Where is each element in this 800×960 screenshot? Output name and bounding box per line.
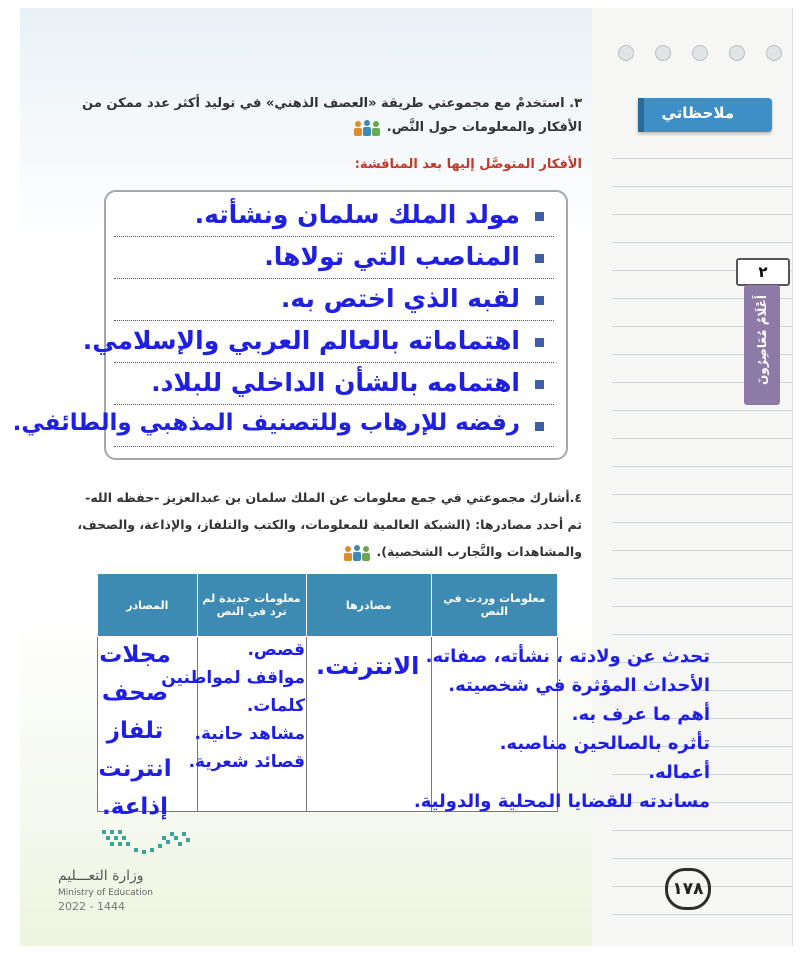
unit-number: ٢ — [736, 258, 790, 286]
question-3-line1: ٣. استخدمْ مع مجموعتي طريقة «العصف الذهني» في توليد أكثر عدد ممكن من — [82, 96, 582, 111]
page-number: ١٧٨ — [665, 868, 711, 910]
question-3 — [62, 92, 582, 140]
handwritten-line: تحدث عن ولادته ، نشأته، صفاته. — [425, 646, 710, 667]
ministry-name-en: Ministry of Education — [58, 888, 153, 898]
handwritten-col2: الانترنت. — [316, 652, 420, 680]
table-header: معلومات وردت في النص — [431, 574, 557, 637]
idea-text: مولد الملك سلمان ونشأته. — [194, 200, 520, 229]
bullet-icon — [535, 296, 544, 305]
idea-text: لقبه الذي اختص به. — [280, 284, 520, 313]
binder-hole — [692, 45, 708, 61]
bullet-icon — [535, 380, 544, 389]
binder-hole — [618, 45, 634, 61]
handwritten-line: إذاعة. — [102, 794, 168, 820]
binder-hole — [766, 45, 782, 61]
list-item — [114, 282, 554, 321]
bullet-icon — [535, 212, 544, 221]
unit-title: أَعْلَامٌ مُعَاصِرُونَ — [755, 295, 769, 385]
handwritten-col4 — [96, 636, 174, 826]
binder-hole — [729, 45, 745, 61]
bullet-icon — [535, 338, 544, 347]
bullet-icon — [535, 254, 544, 263]
idea-text: رفضه للإرهاب وللتصنيف المذهبي والطائفي. — [12, 410, 520, 436]
list-item — [82, 324, 554, 363]
ministry-logo-icon — [98, 828, 194, 862]
bullet-icon — [535, 422, 544, 431]
list-item — [114, 366, 554, 405]
handwritten-col3 — [161, 636, 305, 776]
idea-text: المناصب التي تولاها. — [264, 242, 520, 271]
handwritten-line: انترنت — [98, 756, 172, 782]
question-4-line1: ٤.أشارك مجموعتي في جمع معلومات عن الملك سلمان بن عبدالعزيز -حفظه الله- — [85, 490, 582, 505]
question-4-line2: ثم أحدد مصادرها: (الشبكة العالمية للمعلومات، والكتب والتلفاز، والإذاعة، والصحف، — [77, 517, 582, 532]
list-item — [114, 198, 554, 237]
table-header: معلومات جديدة لم ترد في النص — [197, 574, 306, 637]
handwritten-line: تأثره بالصالحين مناصبه. — [499, 733, 710, 754]
handwritten-line: مجلات — [99, 642, 171, 668]
handwritten-line: أهم ما عرف به. — [571, 704, 710, 725]
notes-tab — [638, 98, 772, 132]
group-work-icon — [352, 119, 382, 137]
handwritten-line: كلمات. — [246, 696, 305, 716]
list-item — [114, 240, 554, 279]
list-item — [12, 408, 554, 447]
handwritten-line: قصص. — [247, 640, 305, 660]
ministry-name-ar: وزارة التعـــليم — [58, 868, 144, 884]
handwritten-line: الأحداث المؤثرة في شخصيته. — [448, 675, 710, 696]
handwritten-line: تلفاز — [106, 718, 164, 744]
unit-title-strip — [744, 285, 780, 405]
binder-hole — [655, 45, 671, 61]
ideas-title: الأفكار المتوصَّل إليها بعد المناقشة: — [354, 157, 582, 172]
notes-label: ملاحظاتي — [661, 104, 734, 122]
edition-year: 2022 - 1444 — [58, 900, 125, 913]
idea-text: اهتمامه بالشأن الداخلي للبلاد. — [151, 368, 520, 397]
question-4 — [22, 484, 582, 565]
ideas-box — [12, 190, 568, 460]
handwritten-line: أعماله. — [648, 762, 710, 783]
handwritten-line: مشاهد حانية. — [194, 724, 305, 744]
handwritten-line: صحف — [101, 680, 169, 706]
question-4-line3: والمشاهدات والتَّجارب الشخصية). — [376, 544, 582, 559]
table-header: مصادرها — [306, 574, 431, 637]
handwritten-col1 — [413, 642, 710, 816]
question-3-line2: الأفكار والمعلومات حول النَّص. — [386, 120, 582, 135]
table-header: المصادر — [98, 574, 198, 637]
group-work-icon — [342, 544, 372, 562]
handwritten-line: مواقف لمواطنين — [161, 668, 305, 688]
idea-text: اهتماماته بالعالم العربي والإسلامي. — [82, 326, 520, 355]
handwritten-line: قصائد شعرية. — [188, 752, 305, 772]
handwritten-line: مساندته للقضايا المحلية والدولية. — [413, 791, 710, 812]
